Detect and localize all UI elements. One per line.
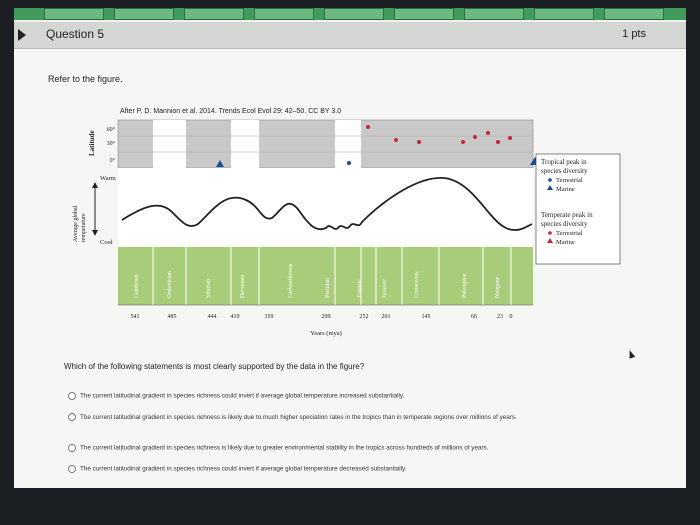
figure (64, 104, 624, 344)
band-light-1 (153, 120, 186, 168)
terrestrial-marker (366, 125, 370, 129)
time-tick-label: 145 (421, 314, 431, 320)
terrestrial-marker (394, 138, 398, 142)
temp-arrow-up (92, 182, 98, 188)
toolbar-tile (184, 8, 244, 20)
period-label: Devonian (240, 274, 246, 298)
latitude-label: Latitude (88, 130, 96, 156)
time-tick-label: 541 (130, 314, 140, 320)
question-points: 1 pts (622, 28, 646, 40)
radio-button[interactable] (68, 413, 76, 421)
lat-tick: 0° (109, 158, 115, 164)
radio-button[interactable] (68, 444, 76, 452)
legend-tropical-title: Tropical peak in (541, 158, 587, 166)
legend-terrestrial-marker (548, 178, 552, 182)
period-label: Jurassic (382, 279, 388, 298)
period-label: Cretaceous (414, 271, 420, 298)
x-axis-label: Years (mya) (310, 330, 342, 337)
refer-text: Refer to the figure. (48, 74, 123, 84)
legend-temperate-title: Temperate peak in (541, 211, 593, 219)
question-prompt: Which of the following statements is most clearly supported by the data in the figure? (64, 362, 365, 371)
legend-marine: Marine (556, 186, 575, 193)
legend-terrestrial-marker (548, 231, 552, 235)
period-label: Carboniferous (288, 263, 294, 298)
temp-label-line: Average global (73, 205, 79, 242)
band-light-3 (335, 120, 361, 168)
time-tick-label: 359 (264, 314, 274, 320)
period-label: Ordovician (167, 271, 173, 298)
terrestrial-marker (508, 136, 512, 140)
lat-tick: 30° (106, 141, 115, 147)
legend-marine: Marine (556, 239, 575, 246)
terrestrial-marker (496, 140, 500, 144)
terrestrial-marker (347, 161, 351, 165)
band-light-2 (231, 120, 259, 168)
time-tick-label: 299 (321, 314, 331, 320)
time-tick-label: 66 (471, 314, 477, 320)
question-header (14, 22, 686, 49)
period-label: Neogene (495, 276, 501, 298)
time-tick-label: 201 (381, 314, 391, 320)
legend-tropical-title: species diversity (541, 167, 588, 175)
question-title: Question 5 (46, 27, 105, 41)
terrestrial-marker (461, 140, 465, 144)
terrestrial-marker (473, 135, 477, 139)
legend-temperate-title: species diversity (541, 220, 588, 228)
option-text: The current latitudinal gradient in species richness is likely due to greater environmental stability in the tropics across hundreds of millions of years. (80, 444, 489, 452)
toolbar-tile (394, 8, 454, 20)
time-tick-label: 252 (359, 314, 369, 320)
radio-button[interactable] (68, 392, 76, 400)
temp-arrow-down (92, 230, 98, 236)
lat-tick: 60° (106, 127, 115, 133)
answer-option[interactable] (68, 392, 404, 400)
time-tick-label: 444 (207, 314, 217, 320)
legend-terrestrial: Terrestrial (556, 230, 583, 237)
time-tick-label: 0 (509, 314, 513, 320)
browser-viewport (14, 8, 686, 488)
period-label: Paleogene (462, 273, 468, 298)
figure-source: After P. D. Mannion et al. 2014. Trends Ecol Evol 29: 42–50. CC BY 3.0 (120, 108, 342, 115)
toolbar-tile (254, 8, 314, 20)
period-label: Cambrian (134, 274, 140, 298)
temperature-panel (118, 168, 533, 247)
toolbar-tile (534, 8, 594, 20)
time-tick-label: 419 (230, 314, 240, 320)
toolbar-tile (604, 8, 664, 20)
period-label: Permian (325, 278, 331, 298)
period-label: Silurian (206, 279, 212, 298)
warm-label: Warm (100, 175, 116, 182)
radio-button[interactable] (68, 465, 76, 473)
toolbar-tile (324, 8, 384, 20)
flag-icon[interactable] (18, 29, 26, 41)
time-tick-label: 485 (167, 314, 177, 320)
option-text: The current latitudinal gradient in species richness could invert if average global temperature increased substantially. (80, 392, 405, 400)
temp-label-line: temperature (81, 213, 87, 242)
option-text: The current latitudinal gradient in species richness is likely due to much higher speciation rates in the tropics than in temperate regions over millions of years. (80, 414, 517, 421)
terrestrial-marker (486, 131, 490, 135)
toolbar-tile (44, 8, 104, 20)
period-label: Triassic (357, 279, 363, 298)
option-text: The current latitudinal gradient in species richness could invert if average global temperature decreased substantially. (80, 465, 407, 473)
answer-option[interactable] (68, 413, 623, 422)
legend-terrestrial: Terrestrial (556, 177, 583, 184)
answer-option[interactable] (68, 465, 406, 473)
toolbar-tile (114, 8, 174, 20)
top-toolbar-strip (14, 8, 686, 20)
toolbar-tile (464, 8, 524, 20)
time-tick-label: 23 (497, 314, 503, 320)
answer-option[interactable] (68, 444, 488, 452)
cool-label: Cool (100, 239, 113, 246)
terrestrial-marker (417, 140, 421, 144)
